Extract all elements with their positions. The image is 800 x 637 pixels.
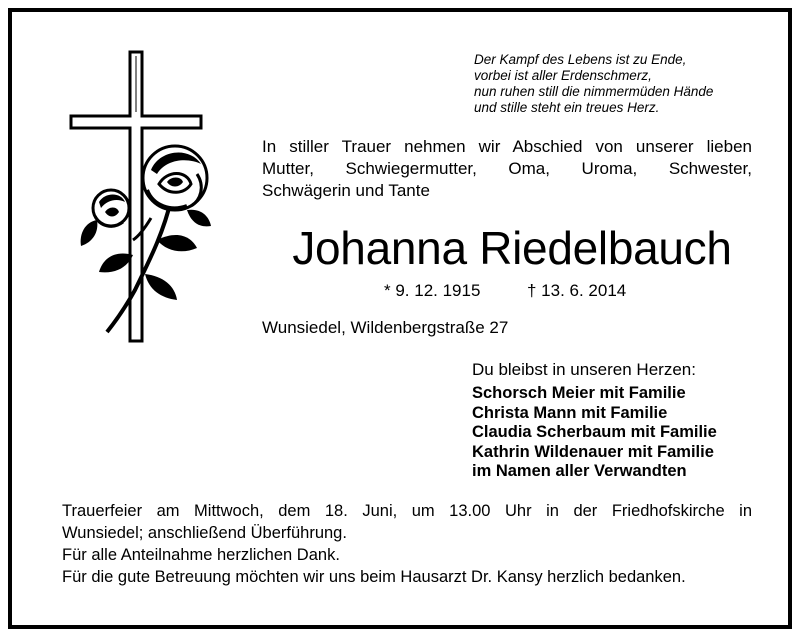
intro-line: Schwägerin und Tante [262, 181, 430, 200]
poem [474, 52, 774, 116]
address: Wunsiedel, Wildenbergstraße 27 [262, 318, 509, 337]
death-date: † 13. 6. 2014 [527, 281, 627, 300]
mourner: Christa Mann mit Familie [472, 403, 668, 422]
funeral-info [62, 500, 752, 588]
intro-line: In stiller Trauer nehmen wir Abschied von unserer lieben [262, 137, 752, 156]
deceased-name: Johanna Riedelbauch [292, 222, 732, 274]
poem-line: nun ruhen still die nimmermüden Hände [474, 84, 714, 99]
poem-line: Der Kampf des Lebens ist zu Ende, [474, 52, 687, 67]
footer-line: Wunsiedel; anschließend Überführung. [62, 524, 347, 542]
intro-text [262, 136, 752, 202]
cross-with-rose-icon [67, 50, 212, 345]
birth-date: * 9. 12. 1915 [384, 281, 481, 300]
footer-line: Trauerfeier am Mittwoch, dem 18. Juni, um 13.00 Uhr in der Friedhofskirche in [62, 502, 752, 520]
mourners-list [472, 384, 717, 482]
footer-line: Für die gute Betreuung möchten wir uns beim Hausarzt Dr. Kansy herzlich bedanken. [62, 568, 686, 586]
mourner: Claudia Scherbaum mit Familie [472, 423, 717, 441]
poem-line: vorbei ist aller Erdenschmerz, [474, 68, 652, 83]
mourner: im Namen aller Verwandten [472, 462, 687, 480]
obituary-notice [8, 8, 792, 629]
farewell-line: Du bleibst in unseren Herzen: [472, 360, 696, 379]
footer-line: Für alle Anteilnahme herzlichen Dank. [62, 546, 340, 564]
intro-line: Mutter, Schwiegermutter, Oma, Uroma, Schwester, [262, 159, 752, 178]
mourner: Kathrin Wildenauer mit Familie [472, 442, 714, 461]
mourner: Schorsch Meier mit Familie [472, 384, 686, 402]
poem-line: und stille steht ein treues Herz. [474, 100, 660, 115]
